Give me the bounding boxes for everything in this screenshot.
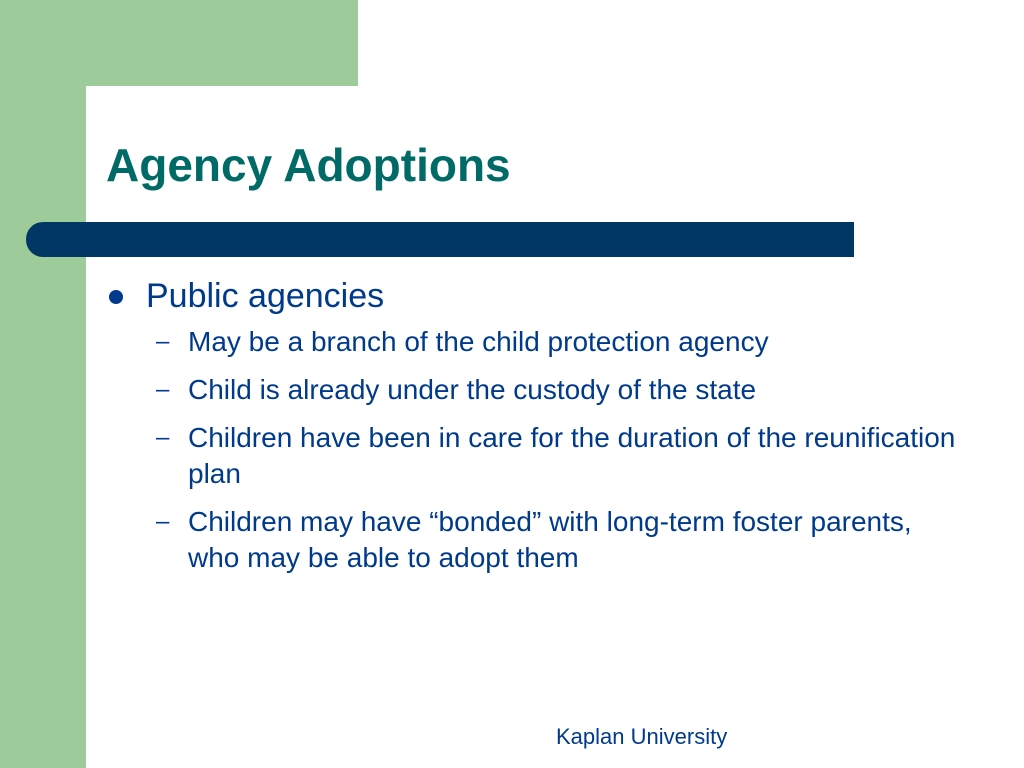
sub-bullet-item	[106, 372, 966, 408]
dash-icon: –	[156, 376, 170, 403]
dash-icon: –	[156, 508, 170, 535]
sub-bullet-text: Children have been in care for the duration of the reunification plan	[188, 422, 956, 489]
green-sidebar-decoration	[0, 0, 86, 768]
dash-icon: –	[156, 424, 170, 451]
bullet-dot-icon	[109, 290, 123, 304]
bullet-item	[106, 276, 966, 316]
sub-bullet-text: May be a branch of the child protection agency	[188, 326, 769, 357]
sub-bullet-text: Child is already under the custody of the state	[188, 374, 757, 405]
footer-text: Kaplan University	[556, 724, 728, 749]
slide-content	[106, 276, 966, 588]
sub-bullet-item	[106, 504, 966, 576]
sub-bullet-item	[106, 324, 966, 360]
title-underline-bar	[26, 222, 854, 257]
sub-bullet-text: Children may have “bonded” with long-term foster parents, who may be able to adopt them	[188, 506, 912, 573]
slide-title: Agency Adoptions	[106, 139, 511, 191]
green-top-decoration	[0, 0, 358, 86]
dash-icon: –	[156, 328, 170, 355]
bullet-text: Public agencies	[146, 277, 385, 315]
sub-bullet-item	[106, 420, 966, 492]
